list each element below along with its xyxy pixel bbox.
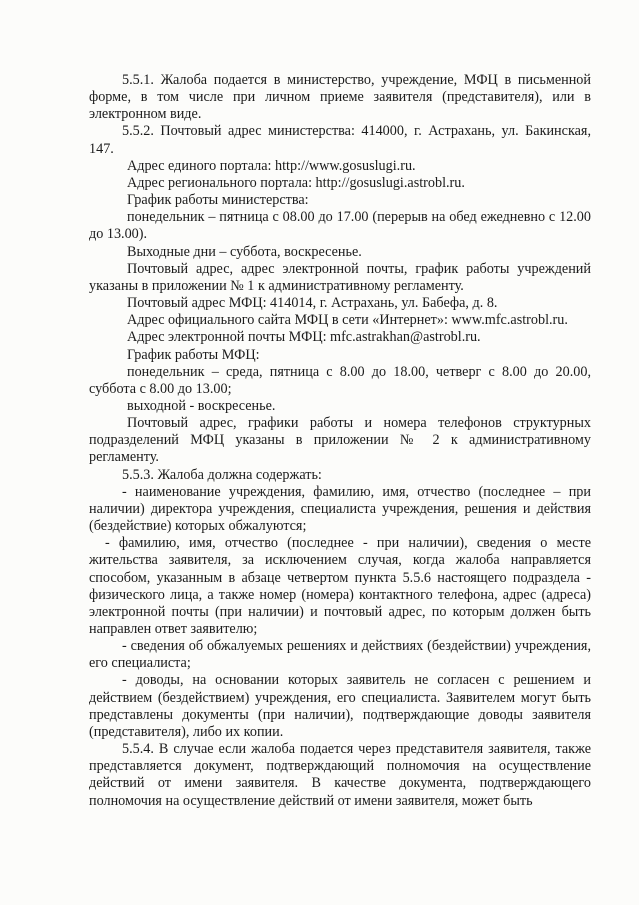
paragraph-mfc-schedule-title: График работы МФЦ:	[127, 346, 260, 363]
paragraph-mfc-branches: Почтовый адрес, графики работы и номера телефонов структурных подразделений МФЦ указаны в приложении № 2 к административному регламенту.	[89, 415, 591, 466]
paragraph-single-portal-address: Адрес единого портала: http://www.gosuslugi.ru.	[127, 157, 416, 174]
paragraph-5-5-2: 5.5.2. Почтовый адрес министерства: 414000, г. Астрахань, ул. Бакинская, 147.	[89, 123, 591, 157]
paragraph-complaint-item-1: - наименование учреждения, фамилию, имя, отчество (последнее – при наличии) директора учреждения, специалиста учреждения, решения и действия (бездействие) которых обжалуются;	[89, 483, 591, 535]
paragraph-complaint-item-3: - сведения об обжалуемых решениях и действиях (бездействии) учреждения, его специалиста;	[89, 638, 591, 672]
paragraph-mfc-website: Адрес официального сайта МФЦ в сети «Интернет»: www.mfc.astrobl.ru.	[127, 312, 568, 329]
paragraph-mfc-schedule: понедельник – среда, пятница с 8.00 до 18.00, четверг с 8.00 до 20.00, суббота с 8.00 до 13.00;	[89, 363, 591, 397]
paragraph-regional-portal-address: Адрес регионального портала: http://gosuslugi.astrobl.ru.	[127, 174, 465, 191]
paragraph-days-off: Выходные дни – суббота, воскресенье.	[127, 243, 362, 260]
paragraph-mfc-day-off: выходной - воскресенье.	[127, 397, 276, 414]
paragraph-ministry-schedule: понедельник – пятница с 08.00 до 17.00 (перерыв на обед ежедневно с 12.00 до 13.00).	[89, 209, 591, 243]
paragraph-5-5-1: 5.5.1. Жалоба подается в министерство, учреждение, МФЦ в письменной форме, в том числе при личном приеме заявителя (представителя), или в электронном виде.	[89, 72, 591, 123]
paragraph-ministry-schedule-title: График работы министерства:	[127, 192, 309, 209]
document-body	[89, 72, 591, 810]
paragraph-5-5-4: 5.5.4. В случае если жалоба подается через представителя заявителя, также представляется документ, подтверждающий полномочия на осуществление действий от имени заявителя. В качестве документа, подтверждающего полномочия на осуществление действий от имени заявителя, может быть	[89, 741, 591, 809]
paragraph-complaint-item-2: - фамилию, имя, отчество (последнее - при наличии), сведения о месте жительства заявителя, за исключением случая, когда жалоба направляется способом, указанным в абзаце четвертом пункта 5.5.6 настоящего подраздела - физического лица, а также номер (номера) контактного телефона, адрес (адреса) электронной почты (при наличии) и почтовый адрес, по которым должен быть направлен ответ заявителю;	[89, 535, 591, 637]
paragraph-mfc-postal-address: Почтовый адрес МФЦ: 414014, г. Астрахань, ул. Бабефа, д. 8.	[127, 295, 498, 312]
paragraph-institutions-contacts: Почтовый адрес, адрес электронной почты, график работы учреждений указаны в приложении № 1 к административному регламенту.	[89, 260, 591, 294]
paragraph-complaint-item-4: - доводы, на основании которых заявитель не согласен с решением и действием (бездействием) учреждения, его специалиста. Заявителем могут быть представлены документы (при наличии), подтверждающие доводы заявителя (представителя), либо их копии.	[89, 672, 591, 740]
paragraph-mfc-email: Адрес электронной почты МФЦ: mfc.astrakhan@astrobl.ru.	[127, 329, 481, 346]
paragraph-5-5-3: 5.5.3. Жалоба должна содержать:	[122, 466, 322, 483]
